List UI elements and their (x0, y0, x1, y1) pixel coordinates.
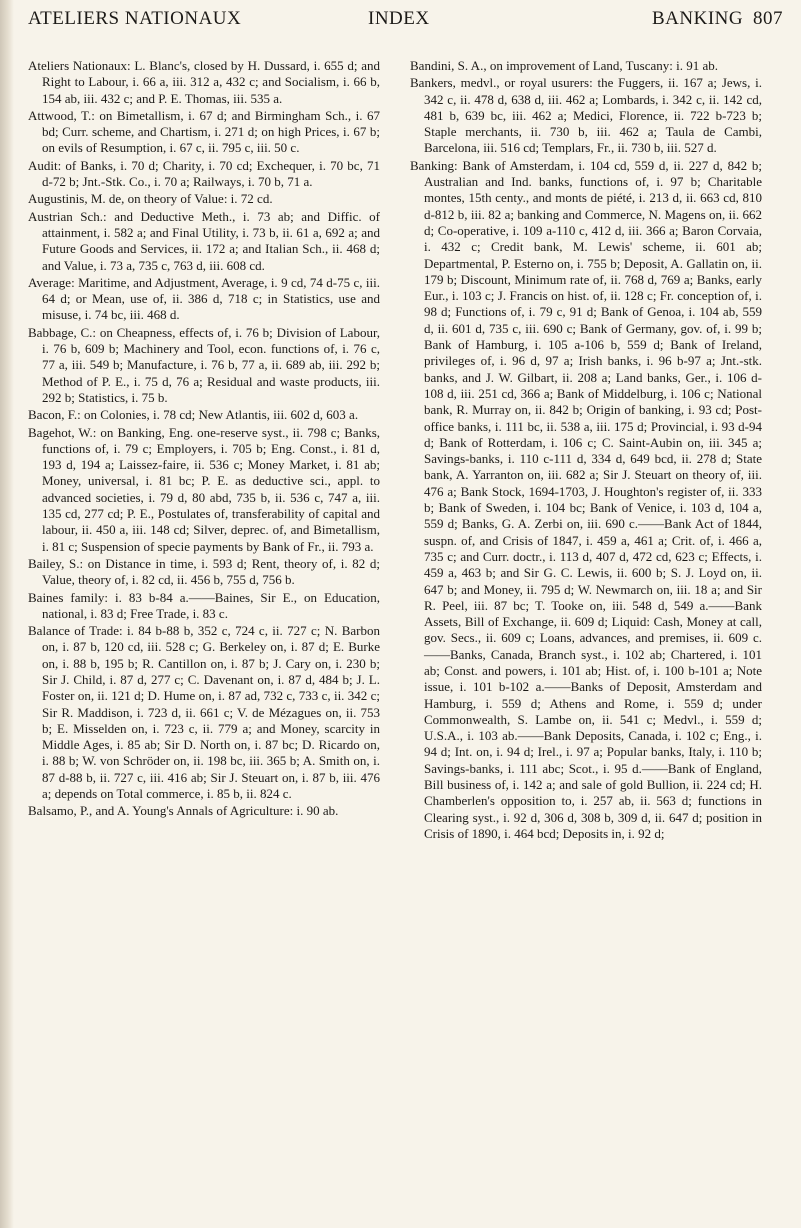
header-right-title: BANKING (652, 8, 744, 29)
index-entry: Augustinis, M. de, on theory of Value: i. 72 cd. (28, 191, 273, 207)
index-entry: Bailey, S.: on Distance in time, i. 593 d; Rent, theory of, i. 82 d; Value, theory of, i. 82 cd, ii. 456 b, 755 d, 756 b. (28, 555, 380, 588)
index-entry: Balance of Trade: i. 84 b-88 b, 352 c, 724 c, ii. 727 c; N. Barbon on, i. 87 b, 120 cd, iii. 528 c; G. Berkeley on, i. 87 d; E. Burke on, i. 88 b, 195 b; R. Cantillon on, i. 87 b; J. Cary on, i. 230 b; Sir J. Child, i. 87 d, 277 c; C. Davenant on, i. 87 d, 484 b; J. L. Foster on, ii. 121 d; D. Hume on, i. 87 ad, 732 c, 733 c, ii. 342 c; Sir R. Maddison, i. 723 d, ii. 661 c; V. de Mézagues on, ii. 753 b; E. Misselden on, i. 723 c, ii. 779 a; and Money, scarcity in Middle Ages, i. 85 ab; Sir D. North on, i. 87 bc; D. Ricardo on, i. 88 b; W. von Schröder on, ii. 198 bc, iii. 365 b; A. Smith on, i. 87 d-88 b, ii. 727 c, iii. 416 ab; Sir J. Steuart on, i. 87 b, iii. 476 a; depends on Total commerce, i. 85 b, ii. 824 c. (28, 623, 380, 802)
index-entry: Average: Maritime, and Adjustment, Average, i. 9 cd, 74 d-75 c, iii. 64 d; or Mean, use of, ii. 386 d, 718 c; in Statistics, use and misuse, i. 74 bc, iii. 468 d. (28, 274, 380, 323)
index-entry: Audit: of Banks, i. 70 d; Charity, i. 70 cd; Exchequer, i. 70 bc, 71 d-72 b; Jnt.-Stk. Co., i. 70 a; Railways, i. 70 b, 71 a. (28, 157, 380, 190)
index-entry: Ateliers Nationaux: L. Blanc's, closed by H. Dussard, i. 655 d; and Right to Labour, i. 66 a, iii. 312 a, 432 c; and Socialism, i. 66 b, 154 ab, iii. 432 c; and P. E. Thomas, iii. 535 a. (28, 58, 380, 106)
index-entry: Attwood, T.: on Bimetallism, i. 67 d; and Birmingham Sch., i. 67 bd; Curr. scheme, and Chartism, i. 271 d; on high Prices, i. 67 b; on evils of Resumption, i. 67 c, ii. 795 c, iii. 50 c. (28, 107, 380, 156)
index-entry: Bankers, medvl., or royal usurers: the Fuggers, ii. 167 a; Jews, i. 342 c, ii. 478 d, 638 d, iii. 462 a; Lombards, i. 342 c, ii. 142 cd, 481 b, 639 bc, iii. 462 a; Medici, Florence, ii. 722 b-723 b; Staple merchants, ii. 730 b, iii. 462 a; Taula de Cambi, Barcelona, iii. 516 cd; Templars, Fr., ii. 730 b, iii. 527 d. (410, 75, 762, 156)
index-entry: Baines family: i. 83 b-84 a.——Baines, Sir E., on Education, national, i. 83 d; Free Trade, i. 83 c. (28, 589, 380, 621)
index-entry: Austrian Sch.: and Deductive Meth., i. 73 ab; and Diffic. of attainment, i. 582 a; and Final Utility, i. 73 b, ii. 61 a, 692 a; and Future Goods and Services, ii. 172 a; and Italian Sch., ii. 468 d; and Value, i. 73 a, 735 c, 763 d, iii. 608 cd. (28, 208, 380, 273)
index-entry: Babbage, C.: on Cheapness, effects of, i. 76 b; Division of Labour, i. 76 b, 609 b; Machinery and Tool, econ. functions of, i. 76 c, 77 a, iii. 549 b; Manufacture, i. 76 b, 77 a, ii. 689 ab, iii. 292 b; Method of P. E., i. 75 d, 76 a; Residual and waste products, iii. 292 b; Statistics, i. 75 b. (28, 324, 380, 405)
running-header (28, 6, 783, 36)
index-entry: Balsamo, P., and A. Young's Annals of Agriculture: i. 90 ab. (28, 803, 339, 819)
index-column-right (410, 58, 762, 842)
index-entry: Bacon, F.: on Colonies, i. 78 cd; New Atlantis, iii. 602 d, 603 a. (28, 407, 359, 423)
index-entry: Bandini, S. A., on improvement of Land, Tuscany: i. 91 ab. (410, 58, 719, 73)
index-entry: Bagehot, W.: on Banking, Eng. one-reserve syst., ii. 798 c; Banks, functions of, i. 79 c; Employers, i. 705 b; Eng. Const., i. 81 d, 193 d, 194 a; Laissez-faire, ii. 536 c; Money Market, i. 81 ab; Money, universal, i. 81 bc; P. E. as deductive sci., appl. to advanced societies, i. 79 d, 80 abd, 735 b, ii. 536 c, 747 a, iii. 135 cd, 277 cd; P. E., Postulates of, transferability of capital and labour, ii. 450 a, iii. 148 cd; Silver, deprec. of, and Bimetallism, i. 81 c; Suspension of specie payments by Bank of Fr., ii. 793 a. (28, 424, 380, 554)
header-left-title: ATELIERS NATIONAUX (28, 8, 242, 29)
book-spine-shadow (0, 0, 14, 1228)
index-entry: Banking: Bank of Amsterdam, i. 104 cd, 559 d, ii. 227 d, 842 b; Australian and Ind. banks, functions of, i. 97 b; Charitable montes, 15th centy., and monts de piété, i. 213 d, ii. 663 cd, 810 d-812 b, iii. 82 a; banking and Commerce, N. Magens on, ii. 662 d; Co-operative, i. 109 a-110 c, 412 d, iii. 366 a; Baron Corvaia, i. 432 c; Credit bank, M. Lewis' scheme, ii. 601 ab; Departmental, P. Esterno on, i. 755 b; Deposit, A. Gallatin on, ii. 179 b; Discount, Minimum rate of, ii. 768 d, 769 a; Banks, early Eur., i. 103 c; J. Francis on hist. of, ii. 128 c; Fr. conception of, i. 98 d; Functions of, i. 79 c, 91 d; Bank of Genoa, i. 104 ab, 559 d, ii. 601 d, 735 c, iii. 690 c; Bank of Germany, gov. of, i. 99 b; Bank of Hamburg, i. 105 a-106 b, 559 d; Bank of Ireland, privileges of, i. 96 d, 97 a; Irish banks, i. 96 b-97 a; Jnt.-stk. banks, and J. W. Gilbart, ii. 208 a; Land banks, Ger., i. 106 d-108 d, iii. 251 cd, 366 a; Bank of Middelburg, i. 106 c; National bank, R. Murray on, ii. 842 b; Origin of banking, i. 93 cd; Post-office banks, i. 111 bc, ii. 538 a, iii. 175 d; Provincial, i. 93 d-94 d; Bank of Rotterdam, i. 106 c; C. Saint-Aubin on, iii. 345 a; Savings-banks, i. 110 c-111 d, 334 d, 649 bcd, ii. 278 d; State bank, A. Yarranton on, iii. 682 a; Sir J. Steuart on theory of, iii. 476 a; Bank Stock, 1694-1703, J. Houghton's register of, ii. 333 b; Bank of Sweden, i. 104 bc; Bank of Venice, i. 103 d, 104 a, 559 d; Banks, G. A. Zerbi on, iii. 690 c.——Bank Act of 1844, suspn. of, and Crisis of 1847, i. 459 a, 461 a; Crit. of, i. 466 a, 735 c; and Curr. doctr., i. 113 d, 407 d, 472 cd, 623 c; Effects, i. 459 a, 463 b; and Sir G. C. Lewis, ii. 600 b; S. J. Loyd on, ii. 647 b; and Money, ii. 795 d; W. Newmarch on, iii. 18 a; and Sir R. Peel, iii. 87 bc; T. Tooke on, iii. 548 d, 549 a.——Bank Assets, Bill of Exchange, ii. 609 d; Liquid: Cash, Money at call, gov. Secs., ii. 609 c; Loans, advances, and premises, ii. 609 c.——Banks, Canada, Branch syst., i. 102 ab; Chartered, i. 101 ab; Const. and powers, i. 101 ab; Hist. of, i. 100 b-101 a; Note issue, i. 101 b-102 a.——Banks of Deposit, Amsterdam and Hamburg, i. 559 d; Athens and Rome, i. 559 d; under Commonwealth, S. Lambe on, ii. 541 c; Medvl., i. 559 d; U.S.A., i. 103 ab.——Bank Deposits, Canada, i. 102 c; Eng., i. 94 d; Int. on, i. 94 d; Irel., i. 97 a; Popular banks, Italy, i. 110 b; Savings-banks, i. 111 abc; Scot., i. 95 d.——Bank of England, Bill business of, i. 142 a; and sale of gold Bullion, ii. 224 cd; H. Chamberlen's opposition to, i. 257 ab, ii. 563 d; functions in Clearing syst., i. 92 d, 306 d, 308 b, 309 d, ii. 647 d; position in Crisis of 1890, i. 464 bcd; Deposits in, i. 92 d; (410, 157, 762, 841)
header-center-title: INDEX (368, 8, 430, 29)
index-column-left (28, 58, 380, 820)
page-number: 807 (753, 8, 783, 29)
